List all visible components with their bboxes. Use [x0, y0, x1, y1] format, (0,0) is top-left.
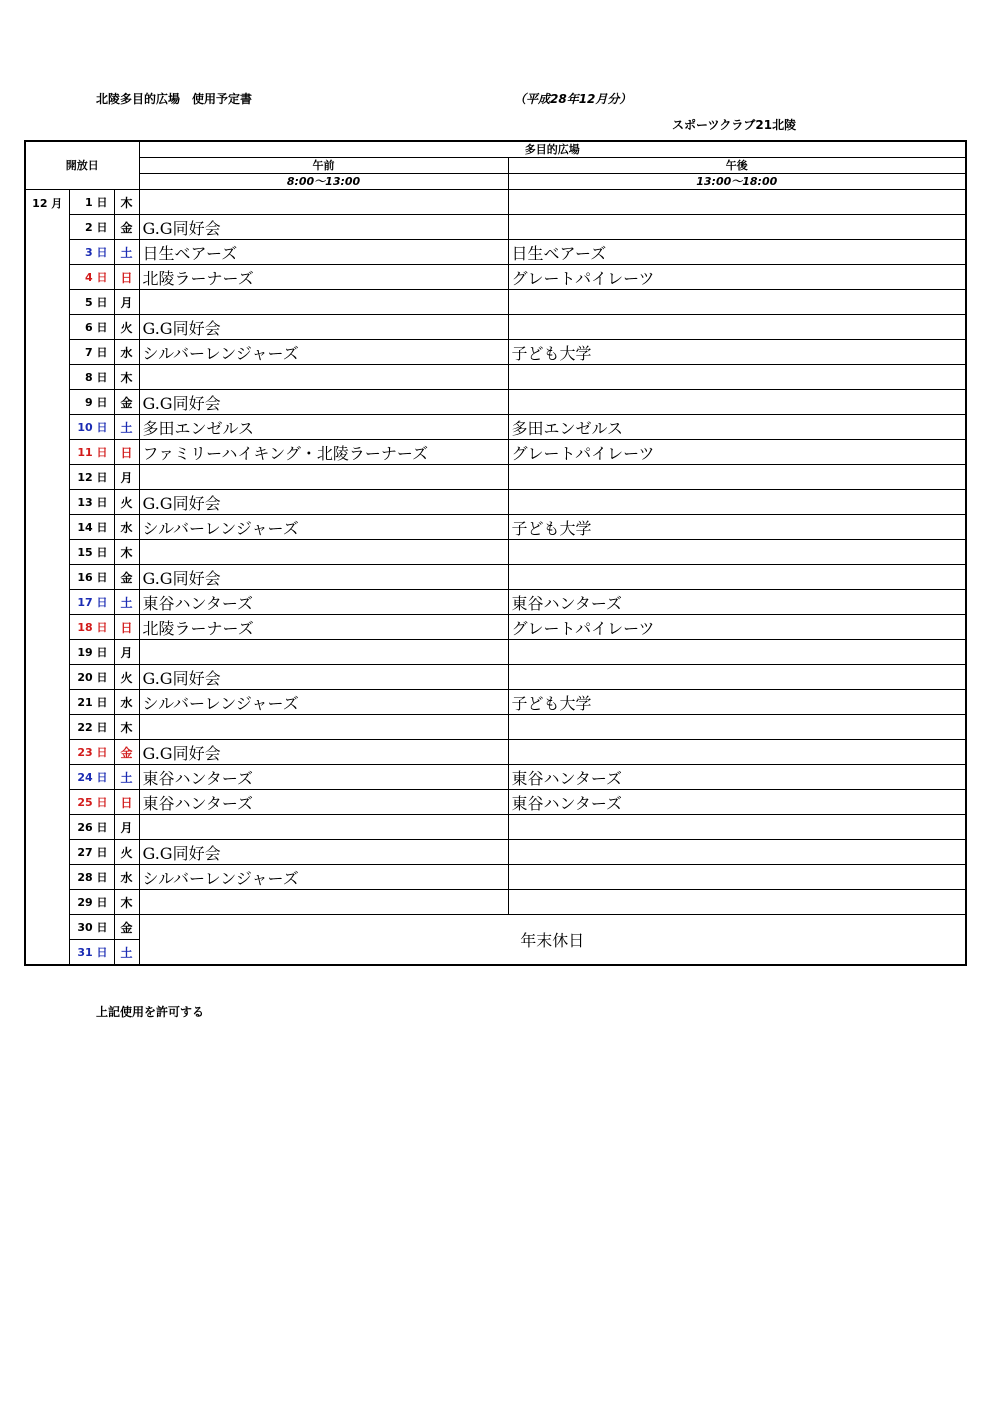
- pm-booking-cell: [508, 640, 966, 665]
- weekday-cell: 月: [114, 465, 139, 490]
- pm-booking-cell: 東谷ハンターズ: [508, 765, 966, 790]
- weekday-cell: 金: [114, 390, 139, 415]
- pm-booking-cell: [508, 490, 966, 515]
- am-booking-cell: G.G同好会: [139, 490, 508, 515]
- day-cell: 13 日: [69, 490, 114, 515]
- day-cell: 26 日: [69, 815, 114, 840]
- table-row: [25, 915, 966, 940]
- pm-booking-cell: グレートパイレーツ: [508, 440, 966, 465]
- table-row: [25, 390, 966, 415]
- pm-booking-cell: 子ども大学: [508, 340, 966, 365]
- weekday-cell: 金: [114, 740, 139, 765]
- day-cell: 30 日: [69, 915, 114, 940]
- pm-header: 午後: [508, 158, 966, 174]
- am-booking-cell: [139, 465, 508, 490]
- day-cell: 22 日: [69, 715, 114, 740]
- weekday-cell: 金: [114, 565, 139, 590]
- weekday-cell: 土: [114, 940, 139, 966]
- day-cell: 3 日: [69, 240, 114, 265]
- pm-booking-cell: [508, 365, 966, 390]
- day-cell: 16 日: [69, 565, 114, 590]
- weekday-cell: 日: [114, 615, 139, 640]
- day-cell: 17 日: [69, 590, 114, 615]
- table-row: [25, 590, 966, 615]
- am-booking-cell: G.G同好会: [139, 665, 508, 690]
- pm-time-header: 13:00～18:00: [508, 174, 966, 190]
- day-cell: 18 日: [69, 615, 114, 640]
- day-cell: 29 日: [69, 890, 114, 915]
- pm-booking-cell: 日生ベアーズ: [508, 240, 966, 265]
- am-booking-cell: 東谷ハンターズ: [139, 790, 508, 815]
- day-cell: 25 日: [69, 790, 114, 815]
- pm-booking-cell: [508, 190, 966, 215]
- am-booking-cell: 日生ベアーズ: [139, 240, 508, 265]
- am-booking-cell: G.G同好会: [139, 390, 508, 415]
- day-cell: 11 日: [69, 440, 114, 465]
- pm-booking-cell: グレートパイレーツ: [508, 265, 966, 290]
- weekday-cell: 木: [114, 715, 139, 740]
- table-row: [25, 890, 966, 915]
- pm-booking-cell: [508, 390, 966, 415]
- am-booking-cell: [139, 890, 508, 915]
- day-cell: 9 日: [69, 390, 114, 415]
- table-row: [25, 640, 966, 665]
- pm-booking-cell: [508, 815, 966, 840]
- day-cell: 24 日: [69, 765, 114, 790]
- am-booking-cell: G.G同好会: [139, 740, 508, 765]
- pm-booking-cell: [508, 865, 966, 890]
- weekday-cell: 土: [114, 415, 139, 440]
- am-booking-cell: シルバーレンジャーズ: [139, 515, 508, 540]
- table-row: [25, 840, 966, 865]
- schedule-table: [24, 140, 967, 966]
- weekday-cell: 土: [114, 590, 139, 615]
- table-row: [25, 415, 966, 440]
- pm-booking-cell: 子ども大学: [508, 690, 966, 715]
- day-cell: 31 日: [69, 940, 114, 966]
- table-row: [25, 815, 966, 840]
- day-cell: 15 日: [69, 540, 114, 565]
- day-cell: 5 日: [69, 290, 114, 315]
- table-row: [25, 665, 966, 690]
- am-booking-cell: [139, 715, 508, 740]
- day-cell: 14 日: [69, 515, 114, 540]
- table-row: [25, 265, 966, 290]
- am-booking-cell: [139, 290, 508, 315]
- weekday-cell: 木: [114, 540, 139, 565]
- table-row: [25, 865, 966, 890]
- table-row: [25, 715, 966, 740]
- year-end-holiday-note: 年末休日: [139, 915, 966, 966]
- month-cell: 12 月: [25, 190, 69, 966]
- table-row: [25, 315, 966, 340]
- table-row: [25, 365, 966, 390]
- am-booking-cell: シルバーレンジャーズ: [139, 340, 508, 365]
- period-label: （平成28年12月分）: [514, 92, 632, 106]
- table-row: [25, 190, 966, 215]
- day-cell: 20 日: [69, 665, 114, 690]
- day-cell: 19 日: [69, 640, 114, 665]
- pm-booking-cell: [508, 290, 966, 315]
- day-cell: 4 日: [69, 265, 114, 290]
- pm-booking-cell: [508, 665, 966, 690]
- pm-booking-cell: [508, 315, 966, 340]
- weekday-cell: 火: [114, 315, 139, 340]
- weekday-cell: 木: [114, 365, 139, 390]
- table-row: [25, 440, 966, 465]
- am-booking-cell: ファミリーハイキング・北陵ラーナーズ: [139, 440, 508, 465]
- pm-booking-cell: [508, 565, 966, 590]
- approval-note: 上記使用を許可する: [96, 1005, 205, 1019]
- day-cell: 6 日: [69, 315, 114, 340]
- pm-booking-cell: [508, 740, 966, 765]
- day-cell: 7 日: [69, 340, 114, 365]
- weekday-cell: 金: [114, 215, 139, 240]
- weekday-cell: 木: [114, 890, 139, 915]
- document-title: 北陵多目的広場 使用予定書: [96, 92, 253, 106]
- am-booking-cell: 多田エンゼルス: [139, 415, 508, 440]
- organization-name: スポーツクラブ21北陵: [672, 118, 797, 132]
- weekday-cell: 日: [114, 265, 139, 290]
- pm-booking-cell: [508, 215, 966, 240]
- table-row: [25, 565, 966, 590]
- table-row: [25, 290, 966, 315]
- am-booking-cell: 東谷ハンターズ: [139, 765, 508, 790]
- weekday-cell: 火: [114, 665, 139, 690]
- weekday-cell: 月: [114, 290, 139, 315]
- am-booking-cell: シルバーレンジャーズ: [139, 690, 508, 715]
- weekday-cell: 水: [114, 340, 139, 365]
- am-booking-cell: 北陵ラーナーズ: [139, 265, 508, 290]
- am-booking-cell: [139, 365, 508, 390]
- pm-booking-cell: 多田エンゼルス: [508, 415, 966, 440]
- am-booking-cell: [139, 640, 508, 665]
- table-row: [25, 690, 966, 715]
- weekday-cell: 土: [114, 765, 139, 790]
- table-row: [25, 340, 966, 365]
- day-cell: 1 日: [69, 190, 114, 215]
- weekday-cell: 水: [114, 690, 139, 715]
- am-booking-cell: [139, 190, 508, 215]
- weekday-cell: 金: [114, 915, 139, 940]
- pm-booking-cell: [508, 890, 966, 915]
- pm-booking-cell: [508, 465, 966, 490]
- weekday-cell: 水: [114, 865, 139, 890]
- weekday-cell: 木: [114, 190, 139, 215]
- weekday-cell: 水: [114, 515, 139, 540]
- weekday-cell: 月: [114, 815, 139, 840]
- day-cell: 8 日: [69, 365, 114, 390]
- pm-booking-cell: [508, 840, 966, 865]
- am-booking-cell: G.G同好会: [139, 215, 508, 240]
- pm-booking-cell: [508, 540, 966, 565]
- table-row: [25, 740, 966, 765]
- weekday-cell: 火: [114, 840, 139, 865]
- am-booking-cell: シルバーレンジャーズ: [139, 865, 508, 890]
- day-cell: 27 日: [69, 840, 114, 865]
- table-row: [25, 790, 966, 815]
- table-row: [25, 765, 966, 790]
- am-booking-cell: G.G同好会: [139, 565, 508, 590]
- am-time-header: 8:00～13:00: [139, 174, 508, 190]
- day-cell: 2 日: [69, 215, 114, 240]
- day-cell: 23 日: [69, 740, 114, 765]
- weekday-cell: 火: [114, 490, 139, 515]
- am-header: 午前: [139, 158, 508, 174]
- am-booking-cell: G.G同好会: [139, 840, 508, 865]
- am-booking-cell: 北陵ラーナーズ: [139, 615, 508, 640]
- am-booking-cell: 東谷ハンターズ: [139, 590, 508, 615]
- day-cell: 21 日: [69, 690, 114, 715]
- pm-booking-cell: 東谷ハンターズ: [508, 790, 966, 815]
- weekday-cell: 日: [114, 440, 139, 465]
- weekday-cell: 月: [114, 640, 139, 665]
- table-row: [25, 490, 966, 515]
- weekday-cell: 日: [114, 790, 139, 815]
- pm-booking-cell: 子ども大学: [508, 515, 966, 540]
- table-row: [25, 465, 966, 490]
- pm-booking-cell: 東谷ハンターズ: [508, 590, 966, 615]
- am-booking-cell: [139, 540, 508, 565]
- table-row: [25, 240, 966, 265]
- table-row: [25, 615, 966, 640]
- am-booking-cell: G.G同好会: [139, 315, 508, 340]
- day-cell: 10 日: [69, 415, 114, 440]
- pm-booking-cell: [508, 715, 966, 740]
- am-booking-cell: [139, 815, 508, 840]
- day-cell: 28 日: [69, 865, 114, 890]
- facility-header: 多目的広場: [139, 141, 966, 158]
- table-row: [25, 540, 966, 565]
- table-row: [25, 215, 966, 240]
- table-row: [25, 515, 966, 540]
- pm-booking-cell: グレートパイレーツ: [508, 615, 966, 640]
- weekday-cell: 土: [114, 240, 139, 265]
- day-cell: 12 日: [69, 465, 114, 490]
- open-day-header: 開放日: [25, 141, 139, 190]
